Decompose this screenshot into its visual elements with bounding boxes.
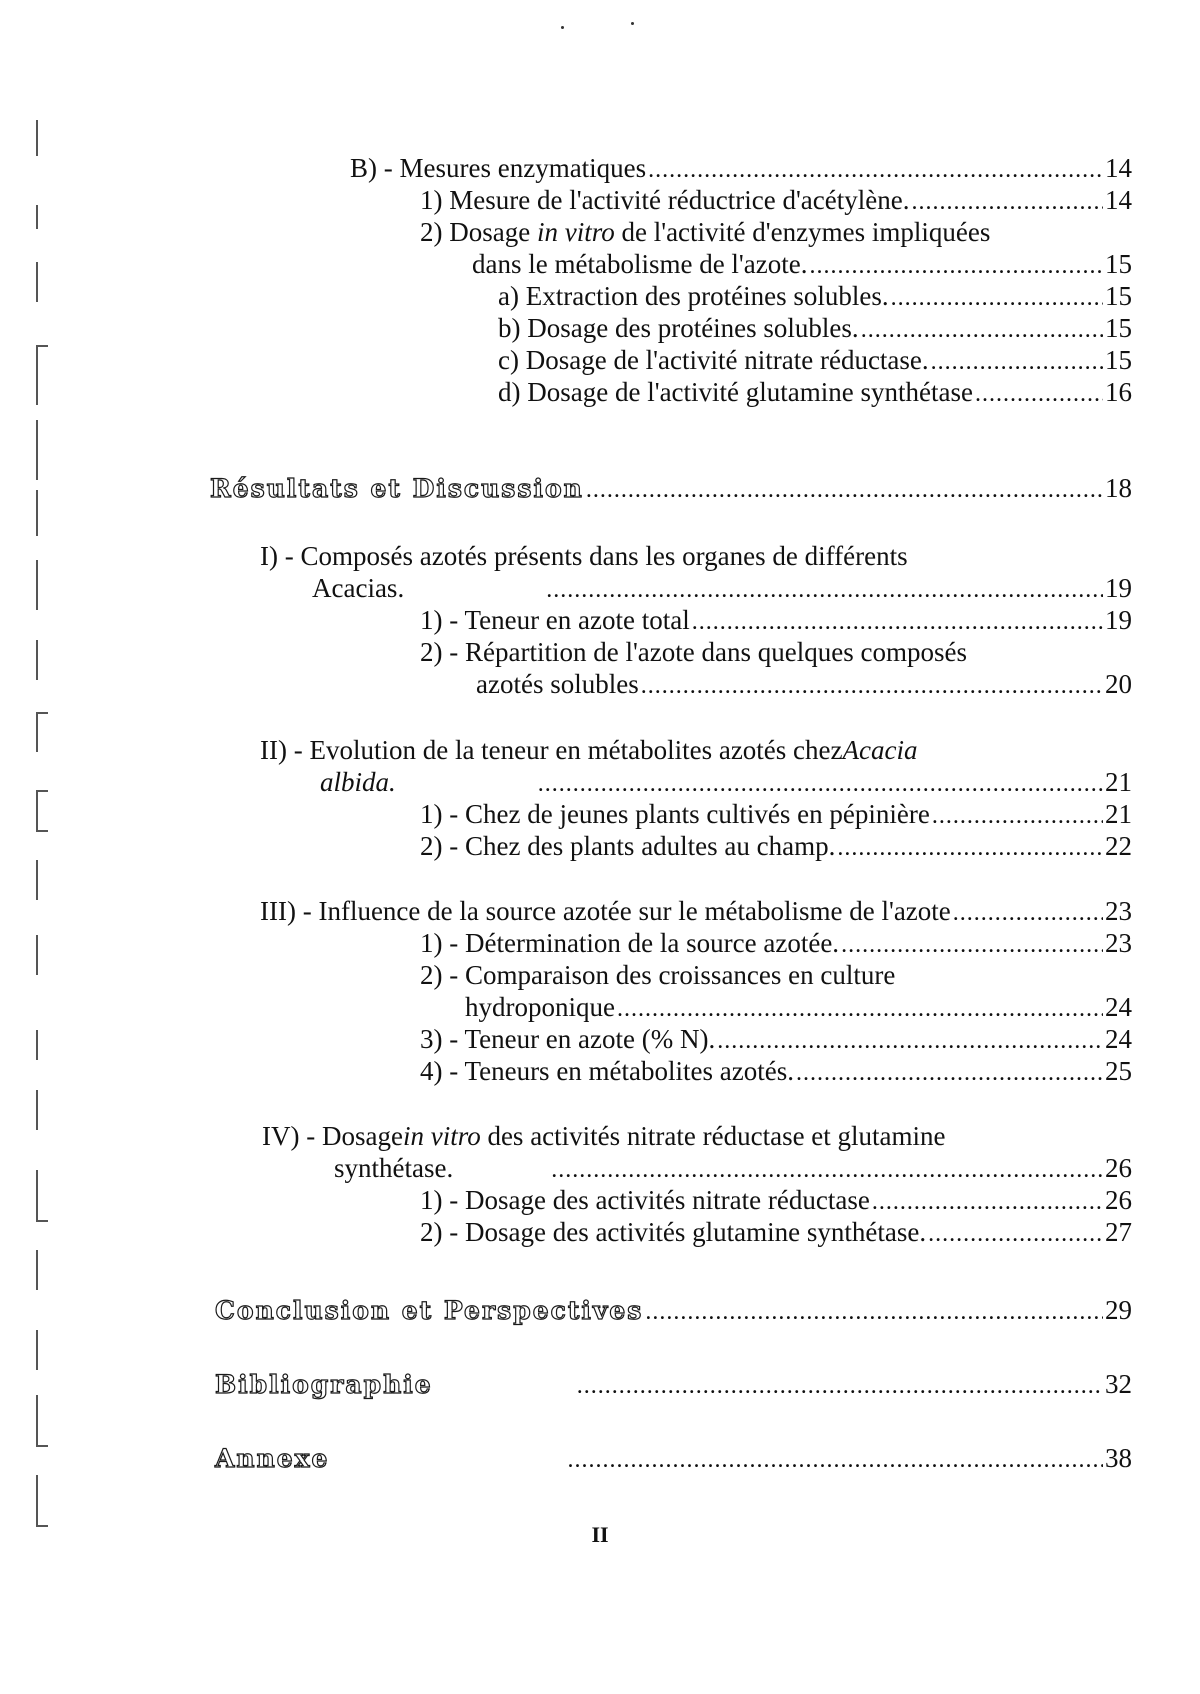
toc-entry[interactable] <box>420 1055 1132 1087</box>
leader-dots <box>911 186 1103 218</box>
toc-entry-page: 14 <box>1105 153 1132 183</box>
latin-term: Acacia <box>842 735 918 765</box>
toc-entry[interactable] <box>498 376 1132 408</box>
chapter-title: Annexe <box>215 1444 330 1473</box>
leader-dots <box>648 154 1103 186</box>
toc-entry-label-line1: 2) - Répartition de l'azote dans quelques composés <box>420 637 967 667</box>
leader-dots <box>841 929 1103 961</box>
toc-entry-page: 15 <box>1105 249 1132 279</box>
toc-entry-page: 32 <box>1105 1369 1132 1399</box>
toc-entry-page: 15 <box>1105 281 1132 311</box>
toc-chapter[interactable] <box>215 1294 1132 1326</box>
toc-entry-page: 25 <box>1105 1056 1132 1086</box>
toc-entry-label: 1) Mesure de l'activité réductrice d'acétylène. <box>420 185 910 215</box>
toc-entry-label: III) - Influence de la source azotée sur le métabolisme de l'azote <box>260 896 951 926</box>
leader-dots <box>617 993 1103 1025</box>
latin-term: in vitro <box>402 1121 481 1151</box>
toc-entry-label: azotés solubles <box>476 669 639 699</box>
toc-entry[interactable] <box>465 991 1132 1023</box>
toc-entry-label: 2) - Chez des plants adultes au champ. <box>420 831 836 861</box>
toc-entry-page: 19 <box>1105 573 1132 603</box>
toc-entry-label: 4) - Teneurs en métabolites azotés. <box>420 1056 794 1086</box>
toc-entry-page: 19 <box>1105 605 1132 635</box>
toc-entry-label: B) - Mesures enzymatiques <box>350 153 647 183</box>
toc-entry-label-line1: II) - Evolution de la teneur en métabolites azotés chezAcacia <box>260 735 918 765</box>
scan-speck <box>561 26 564 29</box>
toc-entry-label: 1) - Chez de jeunes plants cultivés en pépinière <box>420 799 930 829</box>
toc-entry-label: hydroponique <box>465 992 615 1022</box>
leader-dots <box>975 378 1103 410</box>
toc-entry-page: 21 <box>1105 767 1132 797</box>
toc-entry-label-line1: 2) - Comparaison des croissances en culture <box>420 960 896 990</box>
toc-entry-page: 16 <box>1105 377 1132 407</box>
toc-entry[interactable] <box>350 152 1132 184</box>
toc-entry[interactable] <box>472 248 1132 280</box>
leader-dots <box>953 897 1103 929</box>
leader-dots <box>546 574 1103 606</box>
toc-entry-label: 1) - Dosage des activités nitrate réductase <box>420 1185 870 1215</box>
leader-dots <box>796 1057 1103 1089</box>
chapter-title: Résultats et Discussion <box>210 474 584 503</box>
toc-entry-label: 1) - Détermination de la source azotée. <box>420 928 840 958</box>
toc-entry-label: Acacias. <box>312 573 405 603</box>
leader-dots <box>577 1370 1103 1402</box>
toc-entry-label: 1) - Teneur en azote total <box>420 605 690 635</box>
toc-chapter[interactable] <box>215 1368 1132 1400</box>
toc-entry[interactable] <box>420 798 1132 830</box>
leader-dots <box>872 1186 1103 1218</box>
toc-entry[interactable] <box>420 927 1132 959</box>
toc-entry[interactable] <box>312 572 1132 604</box>
toc-entry[interactable] <box>476 668 1132 700</box>
page-number: II <box>591 1522 609 1547</box>
toc-entry-page: 18 <box>1105 473 1132 503</box>
leader-dots <box>837 832 1103 864</box>
leader-dots <box>551 1154 1103 1186</box>
toc-entry-page: 24 <box>1105 992 1132 1022</box>
toc-chapter[interactable] <box>215 1442 1132 1474</box>
toc-entry-page: 23 <box>1105 928 1132 958</box>
toc-entry-label-line1: IV) - Dosagein vitro des activités nitrate réductase et glutamine <box>262 1121 946 1151</box>
leader-dots <box>538 768 1103 800</box>
toc-entry-label: d) Dosage de l'activité glutamine synthétase <box>498 377 973 407</box>
toc-entry[interactable] <box>420 604 1132 636</box>
toc-entry-page: 24 <box>1105 1024 1132 1054</box>
toc-entry-page: 23 <box>1105 896 1132 926</box>
toc-entry[interactable] <box>498 344 1132 376</box>
leader-dots <box>645 1296 1103 1328</box>
leader-dots <box>810 250 1104 282</box>
toc-entry-label: c) Dosage de l'activité nitrate réductase. <box>498 345 929 375</box>
chapter-title: Bibliographie <box>215 1370 433 1399</box>
toc-entry-label: synthétase. <box>334 1153 454 1183</box>
toc-entry-page: 38 <box>1105 1443 1132 1473</box>
scan-speck <box>631 22 634 25</box>
toc-entry[interactable] <box>420 1216 1132 1248</box>
leader-dots <box>567 1444 1103 1476</box>
leader-dots <box>717 1025 1103 1057</box>
toc-entry-label: albida. <box>320 767 396 797</box>
toc-entry[interactable] <box>420 830 1132 862</box>
toc-entry-page: 27 <box>1105 1217 1132 1247</box>
toc-entry-page: 26 <box>1105 1153 1132 1183</box>
toc-entry-label-line1: 2) Dosage in vitro de l'activité d'enzymes impliquées <box>420 217 991 247</box>
toc-entry-page: 22 <box>1105 831 1132 861</box>
leader-dots <box>861 314 1103 346</box>
toc-entry[interactable] <box>334 1152 1132 1184</box>
toc-entry-label: 3) - Teneur en azote (% N). <box>420 1024 716 1054</box>
toc-entry-page: 20 <box>1105 669 1132 699</box>
leader-dots <box>641 670 1103 702</box>
toc-entry-label-line1: I) - Composés azotés présents dans les organes de différents <box>260 541 908 571</box>
leader-dots <box>692 606 1103 638</box>
toc-entry-label: b) Dosage des protéines solubles. <box>498 313 859 343</box>
toc-entry-page: 15 <box>1105 345 1132 375</box>
leader-dots <box>932 800 1103 832</box>
toc-entry-page: 29 <box>1105 1295 1132 1325</box>
toc-entry[interactable] <box>420 1184 1132 1216</box>
toc-entry-label: dans le métabolisme de l'azote. <box>472 249 808 279</box>
chapter-title: Conclusion et Perspectives <box>215 1296 644 1325</box>
latin-term: in vitro <box>536 217 615 247</box>
toc-entry[interactable] <box>320 766 1132 798</box>
toc-entry-label: a) Extraction des protéines solubles. <box>498 281 889 311</box>
leader-dots <box>931 346 1103 378</box>
toc-chapter[interactable] <box>210 472 1132 504</box>
toc-entry-page: 21 <box>1105 799 1132 829</box>
toc-entry-page: 26 <box>1105 1185 1132 1215</box>
toc-entry-page: 15 <box>1105 313 1132 343</box>
toc-entry[interactable] <box>420 184 1132 216</box>
leader-dots <box>928 1218 1103 1250</box>
toc-entry[interactable] <box>498 312 1132 344</box>
toc-entry[interactable] <box>498 280 1132 312</box>
toc-entry-page: 14 <box>1105 185 1132 215</box>
leader-dots <box>586 474 1103 506</box>
toc-entry[interactable] <box>260 895 1132 927</box>
toc-entry[interactable] <box>420 1023 1132 1055</box>
toc-entry-label: 2) - Dosage des activités glutamine synthétase. <box>420 1217 927 1247</box>
leader-dots <box>891 282 1103 314</box>
